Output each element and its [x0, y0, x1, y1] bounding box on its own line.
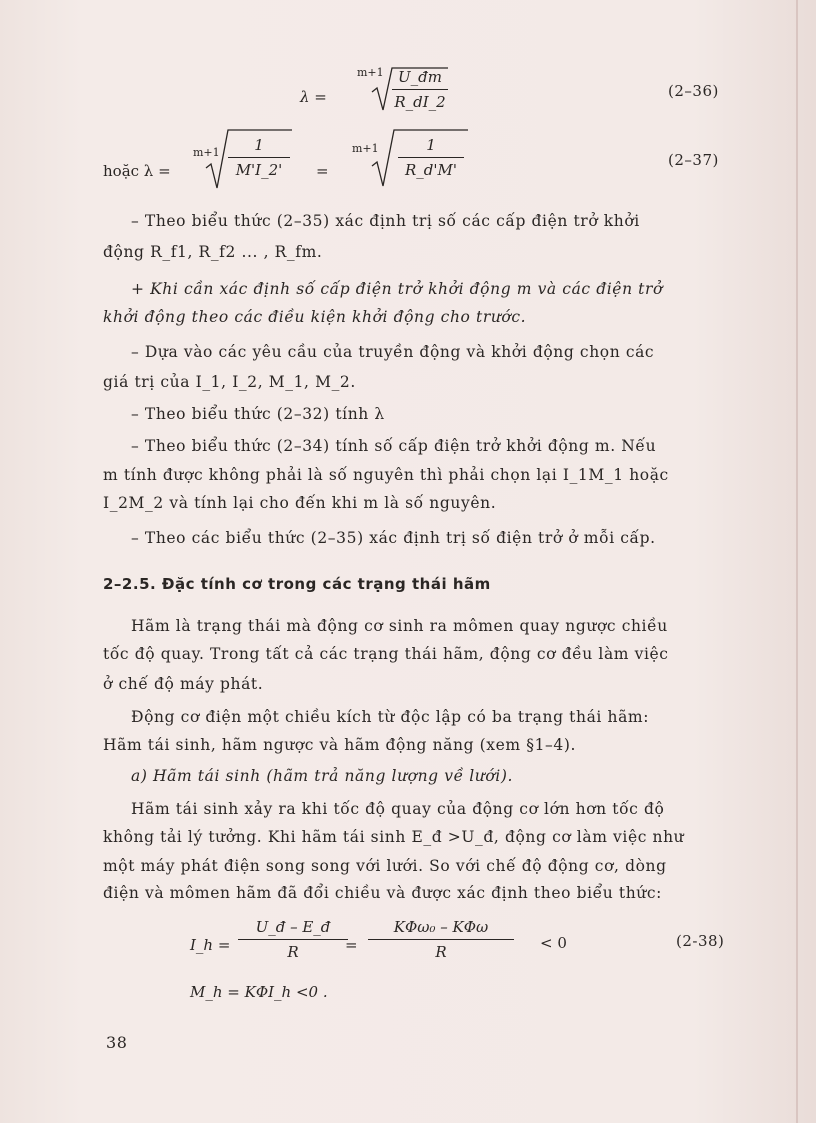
- eq36-denominator: R_dI_2: [394, 93, 446, 112]
- para3-line-3: một máy phát điện song song với lưới. So với chế độ động cơ, dòng: [103, 857, 667, 875]
- eq38-relation: < 0: [540, 934, 567, 952]
- eq38-frac2-den: R: [435, 943, 447, 962]
- eq36-root-index: m+1: [357, 66, 384, 79]
- eq38-fraction-1: [238, 918, 348, 961]
- eq38-frac1-num: U_đ – E_đ: [255, 918, 331, 936]
- text-line-6: giá trị của I_1, I_2, M_1, M_2.: [103, 373, 356, 391]
- text-line-11: – Theo các biểu thức (2–35) xác định trị số điện trở ở mỗi cấp.: [131, 529, 656, 547]
- text-line-9: m tính được không phải là số nguyên thì phải chọn lại I_1M_1 hoặc: [103, 466, 669, 484]
- eq38-frac1-den: R: [287, 943, 299, 962]
- eq38-fraction-2: [368, 918, 514, 961]
- page-edge: [796, 0, 798, 1123]
- text-line-10: I_2M_2 và tính lại cho đến khi m là số nguyên.: [103, 494, 497, 512]
- eq37-fraction-2: [398, 136, 464, 179]
- eq38-equals: =: [345, 936, 358, 954]
- eq37-number: (2–37): [668, 151, 719, 169]
- eq36-fraction: [392, 68, 448, 111]
- eq37-root-index-1: m+1: [193, 146, 220, 159]
- para1-line-3: ở chế độ máy phát.: [103, 675, 264, 693]
- eq38-number: (2-38): [676, 932, 725, 950]
- para1-line-2: tốc độ quay. Trong tất cả các trạng thái hãm, động cơ đều làm việc: [103, 645, 669, 663]
- para1-line-1: Hãm là trạng thái mà động cơ sinh ra mômen quay ngược chiều: [131, 617, 668, 635]
- para3-line-1: Hãm tái sinh xảy ra khi tốc độ quay của động cơ lớn hơn tốc độ: [131, 800, 665, 818]
- text-line-7: – Theo biểu thức (2–32) tính λ: [131, 405, 385, 423]
- eq37-denominator-2: R_d'M': [404, 161, 457, 180]
- para2-line-2: Hãm tái sinh, hãm ngược và hãm động năng (xem §1–4).: [103, 736, 577, 754]
- subheading: a) Hãm tái sinh (hãm trả năng lượng về lưới).: [131, 767, 514, 785]
- eq36-number: (2–36): [668, 82, 719, 100]
- text-line-3: + Khi cần xác định số cấp điện trở khởi động m và các điện trở: [131, 280, 663, 298]
- eq38-lhs: I_h =: [190, 936, 231, 954]
- eq38-frac2-num: KΦω₀ – KΦω: [393, 918, 489, 936]
- eq36-numerator: U_đm: [398, 68, 442, 86]
- eq37-prefix: hoặc λ =: [103, 162, 171, 180]
- para2-line-1: Động cơ điện một chiều kích từ độc lập có ba trạng thái hãm:: [131, 708, 650, 726]
- section-heading: 2–2.5. Đặc tính cơ trong các trạng thái hãm: [103, 575, 491, 593]
- para3-line-4: điện và mômen hãm đã đổi chiều và được xác định theo biểu thức:: [103, 884, 662, 902]
- eq37-denominator-1: M'I_2': [235, 161, 283, 180]
- text-line-2: động R_f1, R_f2 ... , R_fm.: [103, 243, 323, 261]
- eq37-numerator-1: 1: [254, 136, 264, 154]
- text-line-4: khởi động theo các điều kiện khởi động cho trước.: [103, 308, 527, 326]
- eq37-root-index-2: m+1: [352, 142, 379, 155]
- page-number: 38: [106, 1033, 128, 1052]
- eq-mh: M_h = KΦI_h <0 .: [190, 983, 328, 1001]
- eq37-numerator-2: 1: [426, 136, 436, 154]
- para3-line-2: không tải lý tưởng. Khi hãm tái sinh E_đ >U_đ, động cơ làm việc như: [103, 828, 685, 846]
- eq37-fraction-1: [228, 136, 290, 179]
- text-line-5: – Dựa vào các yêu cầu của truyền động và khởi động chọn các: [131, 343, 655, 361]
- text-line-8: – Theo biểu thức (2–34) tính số cấp điện trở khởi động m. Nếu: [131, 437, 657, 455]
- eq36-lhs: λ =: [300, 88, 327, 106]
- text-line-1: – Theo biểu thức (2–35) xác định trị số các cấp điện trở khởi: [131, 212, 640, 230]
- eq37-equals: =: [316, 162, 329, 180]
